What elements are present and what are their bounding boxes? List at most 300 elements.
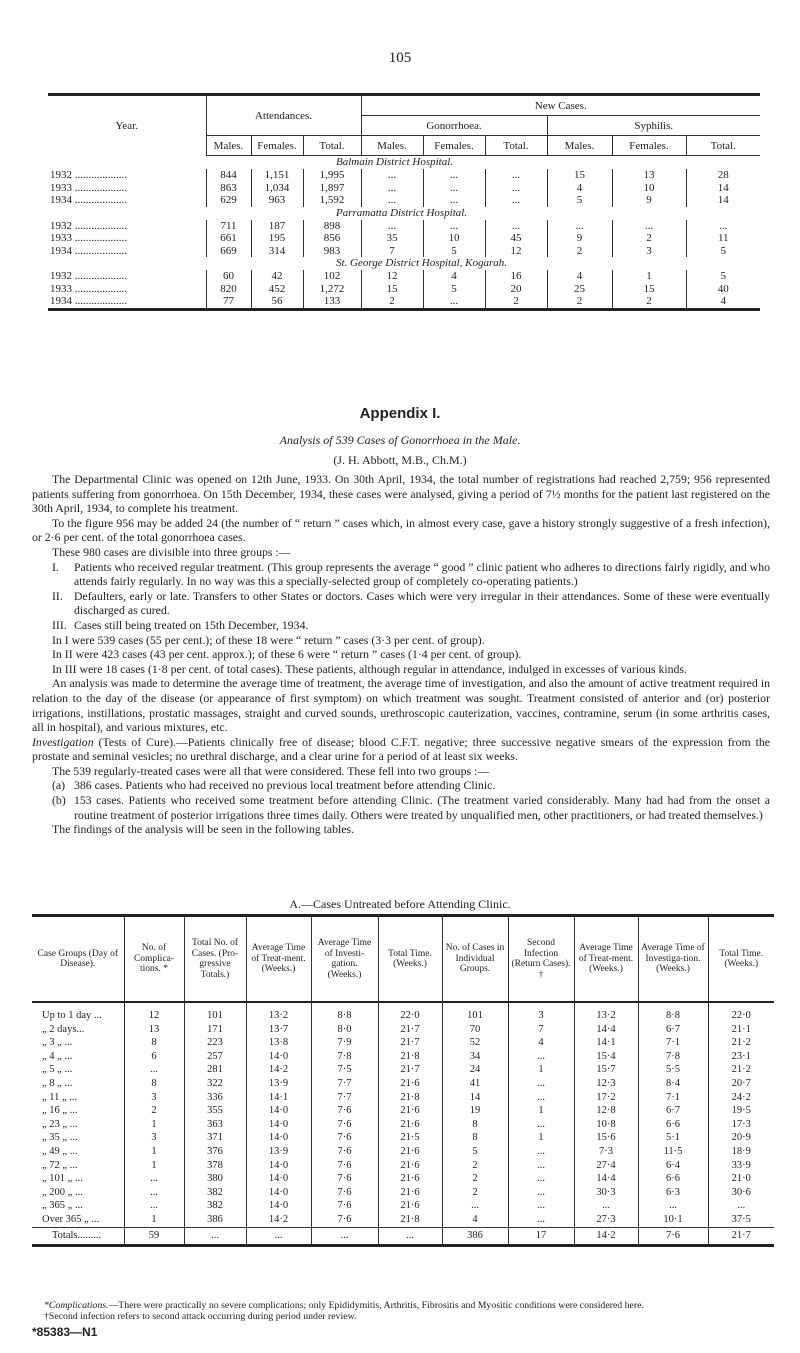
value-cell: 15·6 <box>574 1131 638 1145</box>
value-cell: ... <box>612 220 686 233</box>
value-cell: 14 <box>686 182 760 195</box>
value-cell: 7·6 <box>311 1104 378 1118</box>
table-row <box>48 182 760 195</box>
value-cell: 12·3 <box>574 1077 638 1091</box>
paragraph: These 980 cases are divisible into three groups :— <box>52 544 291 559</box>
s-females-header: Females. <box>612 136 686 156</box>
value-cell: 14·0 <box>246 1186 311 1200</box>
case-group-cell: „ 3 „ ... <box>42 1037 73 1049</box>
subgroup-item <box>32 778 770 793</box>
value-cell: 22·0 <box>708 1002 774 1023</box>
value-cell: 13 <box>612 169 686 182</box>
value-cell: 15 <box>547 169 612 182</box>
complications-footnote <box>32 1300 774 1311</box>
value-cell: 322 <box>184 1077 246 1091</box>
value-cell: 6·7 <box>638 1104 708 1118</box>
value-cell: 14·0 <box>246 1050 311 1064</box>
year-cell: 1934 ................... <box>50 244 127 257</box>
value-cell: 3 <box>612 245 686 258</box>
case-group-cell: „ 23 „ ... <box>42 1118 78 1130</box>
value-cell: 20·9 <box>708 1131 774 1145</box>
value-cell: 7·7 <box>311 1077 378 1091</box>
value-cell: ... <box>547 220 612 233</box>
section-spacer <box>48 156 206 170</box>
section-spacer <box>48 257 206 270</box>
value-cell: ... <box>423 169 485 182</box>
g-females-header: Females. <box>423 136 485 156</box>
value-cell: 28 <box>686 169 760 182</box>
value-cell: 5 <box>547 194 612 207</box>
value-cell: 1,592 <box>303 194 361 207</box>
value-cell: ... <box>508 1050 574 1064</box>
value-cell: 856 <box>303 232 361 245</box>
value-cell: 7·6 <box>311 1213 378 1227</box>
s-males-header: Males. <box>547 136 612 156</box>
section-title: Balmain District Hospital. <box>336 156 454 169</box>
value-cell: ... <box>485 182 547 195</box>
value-cell: 844 <box>206 169 251 182</box>
value-cell: 1,995 <box>303 169 361 182</box>
value-cell: 12 <box>124 1002 184 1023</box>
year-cell: 1933 ................... <box>50 282 127 295</box>
table-row <box>32 1063 774 1077</box>
table-row <box>48 194 760 207</box>
table-row <box>32 1199 774 1213</box>
value-cell: ... <box>124 1172 184 1186</box>
value-cell: 14·0 <box>246 1104 311 1118</box>
value-cell: 7 <box>508 1023 574 1037</box>
value-cell: 452 <box>251 283 303 296</box>
column-header: No. of Cases in Individual Groups. <box>442 916 508 1003</box>
value-cell: 7·8 <box>311 1050 378 1064</box>
year-cell: 1933 ................... <box>50 232 127 244</box>
case-group-cell: „ 72 „ ... <box>42 1159 78 1171</box>
value-cell: 8·8 <box>638 1002 708 1023</box>
value-cell: 23·1 <box>708 1050 774 1064</box>
syphilis-header: Syphilis. <box>547 116 760 136</box>
column-header: No. of Complica-tions. * <box>124 916 184 1003</box>
totals-label: Totals......... <box>32 1227 124 1245</box>
value-cell: 52 <box>442 1036 508 1050</box>
value-cell: 2 <box>361 295 423 309</box>
value-cell: 77 <box>206 295 251 309</box>
value-cell: 27·4 <box>574 1159 638 1173</box>
group-item <box>32 589 770 618</box>
value-cell: 2 <box>124 1104 184 1118</box>
value-cell: 8 <box>442 1118 508 1132</box>
value-cell: 382 <box>184 1199 246 1213</box>
value-cell: 22·0 <box>378 1002 442 1023</box>
value-cell: 7·5 <box>311 1063 378 1077</box>
value-cell: ... <box>638 1199 708 1213</box>
totals-cell: 17 <box>508 1227 574 1245</box>
value-cell: ... <box>708 1199 774 1213</box>
value-cell: 11·5 <box>638 1145 708 1159</box>
value-cell: 2 <box>547 295 612 309</box>
case-group-cell: „ 2 days... <box>42 1023 85 1035</box>
value-cell: 40 <box>686 283 760 296</box>
value-cell: 41 <box>442 1077 508 1091</box>
value-cell: 1 <box>508 1063 574 1077</box>
value-cell: 898 <box>303 220 361 233</box>
value-cell: 5 <box>686 270 760 283</box>
section-title: Parramatta District Hospital. <box>336 206 468 219</box>
section-title-row <box>48 207 760 220</box>
footnotes <box>32 1300 774 1322</box>
column-header: Average Time of Treat-ment. (Weeks.) <box>246 916 311 1003</box>
value-cell: ... <box>361 220 423 233</box>
value-cell: 24·2 <box>708 1091 774 1105</box>
paragraph: The Departmental Clinic was opened on 12th June, 1933. On 30th April, 1934, the total number of registrations had reached 2,759; 956 represented patients suffering from gonorrhoea. On 15th December, 1934, these cases were analysed, giving a period of 7½ months for the patient last registered on the 30th April, 1934, to complete his treatment. <box>32 472 770 516</box>
value-cell: 14·0 <box>246 1131 311 1145</box>
value-cell: 11 <box>686 232 760 245</box>
value-cell: 382 <box>184 1186 246 1200</box>
value-cell: 8·4 <box>638 1077 708 1091</box>
value-cell: 33·9 <box>708 1159 774 1173</box>
case-group-cell: „ 200 „ ... <box>42 1186 83 1198</box>
new-cases-header: New Cases. <box>361 95 760 116</box>
value-cell: 21·2 <box>708 1036 774 1050</box>
column-header: Total Time. (Weeks.) <box>378 916 442 1003</box>
value-cell: 7·6 <box>311 1186 378 1200</box>
value-cell: 14·1 <box>574 1036 638 1050</box>
value-cell: 21·6 <box>378 1199 442 1213</box>
group-item <box>32 618 770 633</box>
totals-cell: 21·7 <box>708 1227 774 1245</box>
value-cell: 4 <box>686 295 760 309</box>
value-cell: 13·9 <box>246 1145 311 1159</box>
value-cell: 5·1 <box>638 1131 708 1145</box>
subgroup-label: (b) <box>52 793 66 808</box>
value-cell: ... <box>574 1199 638 1213</box>
table-row <box>32 1186 774 1200</box>
value-cell: 7·1 <box>638 1091 708 1105</box>
group-text: Patients who received regular treatment. (This group represents the average “ good ” clinic patient who adheres to directions fairly rigidly, and who attends fairly regularly. In no way was this a specially-selected group of completely co-operating patients.) <box>74 559 770 589</box>
value-cell: 371 <box>184 1131 246 1145</box>
case-group-cell: „ 4 „ ... <box>42 1050 73 1062</box>
value-cell: 101 <box>184 1002 246 1023</box>
gonorrhoea-header: Gonorrhoea. <box>361 116 547 136</box>
section-title: St. George District Hospital, Kogarah. <box>336 257 508 270</box>
value-cell: ... <box>686 220 760 233</box>
value-cell: 8 <box>442 1131 508 1145</box>
value-cell: 14·0 <box>246 1172 311 1186</box>
value-cell: 1 <box>124 1159 184 1173</box>
value-cell: 5 <box>423 245 485 258</box>
value-cell: 378 <box>184 1159 246 1173</box>
subgroup-item <box>32 793 770 822</box>
subgroup-text: 386 cases. Patients who had received no previous local treatment before attending Clinic. <box>74 778 496 793</box>
table-row <box>32 1002 774 1023</box>
value-cell: 10 <box>612 182 686 195</box>
value-cell: 14·0 <box>246 1118 311 1132</box>
value-cell: 20·7 <box>708 1077 774 1091</box>
value-cell: 1 <box>508 1104 574 1118</box>
value-cell: 20 <box>485 283 547 296</box>
att-females-header: Females. <box>251 136 303 156</box>
value-cell: 5 <box>442 1145 508 1159</box>
value-cell: ... <box>361 169 423 182</box>
investigation-label: Investigation <box>32 734 94 749</box>
column-header: Average Time of Treat-ment. (Weeks.) <box>574 916 638 1003</box>
value-cell: 7·6 <box>311 1172 378 1186</box>
value-cell: 195 <box>251 232 303 245</box>
value-cell: 257 <box>184 1050 246 1064</box>
value-cell: 14·1 <box>246 1091 311 1105</box>
appendix-body <box>32 472 770 837</box>
complications-text: —There were practically no severe complications; only Epididymitis, Arthritis, Fibrositis and Myositic conditions were considered here. <box>108 1300 644 1311</box>
value-cell: ... <box>423 220 485 233</box>
value-cell: 56 <box>251 295 303 309</box>
value-cell: 6·6 <box>638 1118 708 1132</box>
value-cell: 983 <box>303 245 361 258</box>
totals-cell: 59 <box>124 1227 184 1245</box>
value-cell: 42 <box>251 270 303 283</box>
value-cell: 30·6 <box>708 1186 774 1200</box>
value-cell: ... <box>508 1172 574 1186</box>
value-cell: 34 <box>442 1050 508 1064</box>
value-cell: 21·1 <box>708 1023 774 1037</box>
value-cell: 187 <box>251 220 303 233</box>
column-header: Total No. of Cases. (Pro-gressive Totals.) <box>184 916 246 1003</box>
year-cell: 1934 ................... <box>50 194 127 206</box>
value-cell: 14·0 <box>246 1199 311 1213</box>
value-cell: 1,151 <box>251 169 303 182</box>
value-cell: ... <box>124 1186 184 1200</box>
value-cell: 21·6 <box>378 1104 442 1118</box>
value-cell: 7·6 <box>311 1131 378 1145</box>
value-cell: 7·3 <box>574 1145 638 1159</box>
value-cell: 19·5 <box>708 1104 774 1118</box>
case-group-cell: „ 16 „ ... <box>42 1105 78 1117</box>
table-row <box>32 1172 774 1186</box>
value-cell: 14·4 <box>574 1023 638 1037</box>
table-row <box>32 1145 774 1159</box>
g-males-header: Males. <box>361 136 423 156</box>
value-cell: ... <box>508 1159 574 1173</box>
value-cell: 15·4 <box>574 1050 638 1064</box>
section-title-row <box>48 257 760 270</box>
value-cell: 3 <box>124 1091 184 1105</box>
value-cell: 171 <box>184 1023 246 1037</box>
value-cell: 17·3 <box>708 1118 774 1132</box>
value-cell: 8 <box>124 1077 184 1091</box>
value-cell: 355 <box>184 1104 246 1118</box>
value-cell: 1 <box>124 1145 184 1159</box>
page-number: 105 <box>388 50 412 66</box>
subgroup-label: (a) <box>52 778 66 793</box>
value-cell: 13·2 <box>246 1002 311 1023</box>
value-cell: 6 <box>124 1050 184 1064</box>
year-cell: 1932 ................... <box>50 219 127 232</box>
totals-cell: 7·6 <box>638 1227 708 1245</box>
group-label: I. <box>52 559 59 574</box>
value-cell: 12 <box>485 245 547 258</box>
table-row <box>32 1213 774 1227</box>
group-label: II. <box>52 588 63 603</box>
totals-cell: 14·2 <box>574 1227 638 1245</box>
value-cell: ... <box>508 1186 574 1200</box>
value-cell: 3 <box>124 1131 184 1145</box>
value-cell: 102 <box>303 270 361 283</box>
value-cell: ... <box>485 169 547 182</box>
value-cell: 21·0 <box>708 1172 774 1186</box>
appendix-title: Appendix I. <box>359 405 441 422</box>
value-cell: 4 <box>508 1036 574 1050</box>
paragraph: An analysis was made to determine the average time of treatment, the average time of investigation, and also the amount of active treatment required in relation to the day of the disease (or appearance of first symptom) on which treatment was sought. Treatment consisted of anterior and (or) posterior irrigations, instillations, prostatic massages, straight and curved sounds, urethroscopic cauterization, vaccines, contramine, serum (in some arthritis cases, all in hospital), and various mixtures, etc. <box>32 676 770 735</box>
table-row <box>32 1050 774 1064</box>
paragraph: To the figure 956 may be added 24 (the number of “ return ” cases which, in almost every case, gave a history strongly suggestive of a fresh infection), or 2·6 per cent. of the total gonorrhoea cases. <box>32 515 770 545</box>
section-title-row <box>48 156 760 170</box>
value-cell: 12 <box>361 270 423 283</box>
value-cell: 30·3 <box>574 1186 638 1200</box>
value-cell: 14·2 <box>246 1063 311 1077</box>
value-cell: 669 <box>206 245 251 258</box>
s-total-header: Total. <box>686 136 760 156</box>
value-cell: 2 <box>442 1159 508 1173</box>
table-row <box>48 169 760 182</box>
value-cell: ... <box>508 1213 574 1227</box>
value-cell: 14 <box>442 1091 508 1105</box>
value-cell: 21·6 <box>378 1118 442 1132</box>
value-cell: 21·7 <box>378 1063 442 1077</box>
totals-row <box>32 1227 774 1245</box>
value-cell: 35 <box>361 232 423 245</box>
value-cell: 6·7 <box>638 1023 708 1037</box>
group-text: Cases still being treated on 15th December, 1934. <box>74 617 309 632</box>
value-cell: 863 <box>206 182 251 195</box>
value-cell: 14·2 <box>246 1213 311 1227</box>
value-cell: 14·0 <box>246 1159 311 1173</box>
value-cell: 8·8 <box>311 1002 378 1023</box>
value-cell: 17·2 <box>574 1091 638 1105</box>
totals-cell: ... <box>311 1227 378 1245</box>
value-cell: 21·5 <box>378 1131 442 1145</box>
value-cell: 7·8 <box>638 1050 708 1064</box>
value-cell: 70 <box>442 1023 508 1037</box>
value-cell: 13·7 <box>246 1023 311 1037</box>
value-cell: 45 <box>485 232 547 245</box>
attendance-table <box>48 93 760 311</box>
table-row <box>32 1118 774 1132</box>
year-cell: 1932 ................... <box>50 270 127 282</box>
table-row <box>48 245 760 258</box>
value-cell: 10 <box>423 232 485 245</box>
value-cell: 5·5 <box>638 1063 708 1077</box>
value-cell: 5 <box>423 283 485 296</box>
value-cell: 14 <box>686 194 760 207</box>
value-cell: 223 <box>184 1036 246 1050</box>
attendances-header: Attendances. <box>206 95 361 136</box>
table-row <box>48 220 760 233</box>
value-cell: ... <box>508 1145 574 1159</box>
group-label: III. <box>52 617 67 632</box>
table-row <box>32 1077 774 1091</box>
value-cell: 1 <box>124 1213 184 1227</box>
case-group-cell: „ 8 „ ... <box>42 1077 73 1089</box>
value-cell: 661 <box>206 232 251 245</box>
value-cell: 7·7 <box>311 1091 378 1105</box>
value-cell: 820 <box>206 283 251 296</box>
value-cell: 376 <box>184 1145 246 1159</box>
value-cell: 1,034 <box>251 182 303 195</box>
value-cell: 21·6 <box>378 1077 442 1091</box>
column-header: Average Time of Investi-gation. (Weeks.) <box>311 916 378 1003</box>
value-cell: 6·3 <box>638 1186 708 1200</box>
value-cell: 2 <box>612 232 686 245</box>
subgroup-text: 153 cases. Patients who received some treatment before attending Clinic. (The treatment varied considerably. Many had had from the onset a routine treatment of posterior irrigations three times daily. Others were treated by unqualified men, other practitioners, or had treated themselves.) <box>74 793 770 822</box>
value-cell: ... <box>508 1199 574 1213</box>
value-cell: 7·6 <box>311 1118 378 1132</box>
value-cell: 7·1 <box>638 1036 708 1050</box>
value-cell: 4 <box>547 270 612 283</box>
value-cell: 1 <box>612 270 686 283</box>
value-cell: 629 <box>206 194 251 207</box>
value-cell: 4 <box>442 1213 508 1227</box>
value-cell: 363 <box>184 1118 246 1132</box>
paragraph: In II were 423 cases (43 per cent. approx.); of these 6 were “ return ” cases (1·4 per cent. of group). <box>52 647 522 662</box>
value-cell: 12·8 <box>574 1104 638 1118</box>
value-cell: 1,272 <box>303 283 361 296</box>
value-cell: 2 <box>485 295 547 309</box>
case-group-cell: „ 5 „ ... <box>42 1064 73 1076</box>
value-cell: 4 <box>423 270 485 283</box>
value-cell: 13·2 <box>574 1002 638 1023</box>
section-spacer <box>48 207 206 220</box>
value-cell: 15 <box>612 283 686 296</box>
group-item <box>32 560 770 589</box>
value-cell: ... <box>423 182 485 195</box>
cases-untreated-table <box>32 914 774 1247</box>
value-cell: 21·6 <box>378 1159 442 1173</box>
year-cell: 1933 ................... <box>50 181 127 194</box>
value-cell: 21·7 <box>378 1023 442 1037</box>
value-cell: ... <box>361 194 423 207</box>
value-cell: 5 <box>686 245 760 258</box>
table-row <box>48 232 760 245</box>
value-cell: 9 <box>547 232 612 245</box>
table-row <box>48 295 760 309</box>
value-cell: ... <box>508 1091 574 1105</box>
value-cell: ... <box>442 1199 508 1213</box>
value-cell: 8·0 <box>311 1023 378 1037</box>
year-cell: 1934 ................... <box>48 295 206 309</box>
column-header: Second Infection (Return Cases). † <box>508 916 574 1003</box>
group-text: Defaulters, early or late. Transfers to other States or doctors. Cases which were very irregular in their attendances. Some of these were eventually discharged as cured. <box>74 588 770 618</box>
value-cell: 7·9 <box>311 1036 378 1050</box>
value-cell: 6·4 <box>638 1159 708 1173</box>
year-header: Year. <box>48 95 206 156</box>
column-header: Average Time of Investiga-tion. (Weeks.) <box>638 916 708 1003</box>
value-cell: 60 <box>206 270 251 283</box>
totals-cell: 386 <box>442 1227 508 1245</box>
value-cell: 133 <box>303 295 361 309</box>
value-cell: ... <box>124 1063 184 1077</box>
value-cell: 21·8 <box>378 1213 442 1227</box>
value-cell: 21·2 <box>708 1063 774 1077</box>
value-cell: 380 <box>184 1172 246 1186</box>
value-cell: 10·1 <box>638 1213 708 1227</box>
table-row <box>32 1104 774 1118</box>
complications-label: *Complications. <box>44 1300 109 1311</box>
table-row <box>48 270 760 283</box>
value-cell: 2 <box>547 245 612 258</box>
value-cell: 25 <box>547 283 612 296</box>
value-cell: 9 <box>612 194 686 207</box>
value-cell: 21·6 <box>378 1172 442 1186</box>
value-cell: 7·6 <box>311 1199 378 1213</box>
value-cell: 15·7 <box>574 1063 638 1077</box>
